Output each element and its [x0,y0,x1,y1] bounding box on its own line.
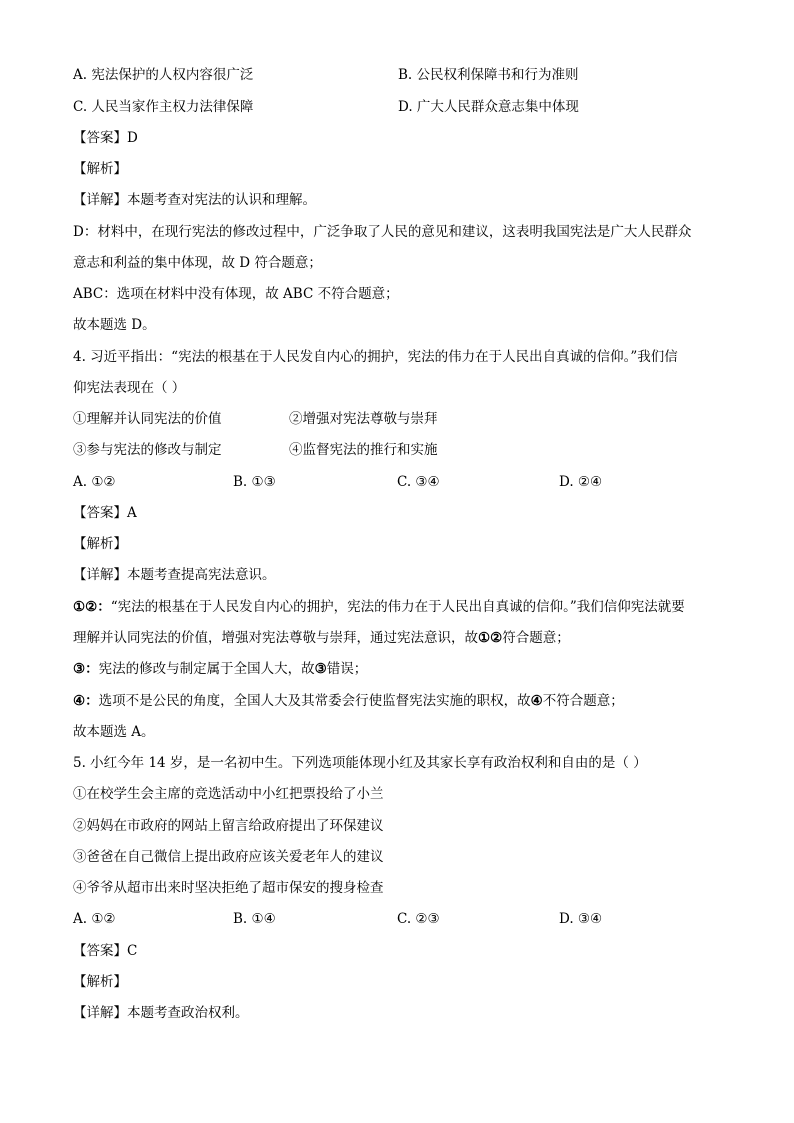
q5-item-1: ①在校学生会主席的竞选活动中小红把票投给了小兰 [73,786,384,802]
q3-option-c: C. 人民当家作主权力法律保障 [73,99,254,115]
q4-ref-4: ④ [530,693,543,709]
q4-option-a: A. ①② [73,474,116,490]
q4-conclusion: 故本题选 A。 [73,724,155,740]
q3-explanation-line-3: ABC：选项在材料中没有体现，故 ABC 不符合题意； [73,286,399,302]
q5-item-4: ④爷爷从超市出来时坚决拒绝了超市保安的搜身检查 [73,880,384,896]
q3-answer: 【答案】D [73,130,138,146]
q5-option-d: D. ③④ [559,911,603,927]
q3-explanation-line-1: D：材料中，在现行宪法的修改过程中，广泛争取了人民的意见和建议，这表明我国宪法是广大人民群众 [73,224,692,240]
q3-option-a: A. 宪法保护的人权内容很广泛 [73,67,254,83]
q4-ref-12: ①②： [73,599,111,615]
q4-item-3: ③参与宪法的修改与制定 [73,442,222,458]
q3-explanation-line-2: 意志和利益的集中体现，故 D 符合题意； [73,255,322,271]
q3-analysis-label: 【解析】 [73,161,127,177]
q4-expl-text: 符合题意； [502,630,570,646]
q5-answer: 【答案】C [73,943,138,959]
q5-option-b: B. ①④ [233,911,276,927]
q4-stem-line-1: 4. 习近平指出：“宪法的根基在于人民发自内心的拥护，宪法的伟力在于人民出自真诚的信仰。”我们信 [73,349,678,365]
q5-analysis-label: 【解析】 [73,974,127,990]
q5-option-c: C. ②③ [397,911,440,927]
q4-ref-3: ③ [314,661,327,677]
q3-option-b: B. 公民权利保障书和行为准则 [398,67,579,83]
q4-explanation-line-1 [73,598,685,616]
q5-item-2: ②妈妈在市政府的网站上留言给政府提出了环保建议 [73,818,384,834]
q4-expl-text: 宪法的修改与制定属于全国人大，故 [98,661,315,677]
q4-expl-text: 不符合题意； [542,693,624,709]
q4-ref-4: ④： [73,693,99,709]
q4-expl-text: “宪法的根基在于人民发自内心的拥护，宪法的伟力在于人民出自真诚的信仰。”我们信仰宪法就要 [110,599,685,615]
q4-option-c: C. ③④ [397,474,440,490]
q5-item-3: ③爸爸在自己微信上提出政府应该关爱老年人的建议 [73,849,384,865]
q4-item-4: ④监督宪法的推行和实施 [289,442,438,458]
q4-expl-text: 理解并认同宪法的价值，增强对宪法尊敬与崇拜，通过宪法意识，故 [73,630,478,646]
q4-item-2: ②增强对宪法尊敬与崇拜 [289,411,438,427]
q4-option-b: B. ①③ [233,474,276,490]
q4-explanation-line-2 [73,629,570,647]
q5-option-a: A. ①② [73,911,116,927]
q4-expl-text: 错误； [326,661,368,677]
q4-ref-12: ①② [478,630,503,646]
q4-answer: 【答案】A [73,505,137,521]
q5-detail: 【详解】本题考查政治权利。 [73,1005,249,1021]
q4-explanation-line-3 [73,660,367,678]
q4-explanation-line-4 [73,692,624,710]
q5-stem: 5. 小红今年 14 岁，是一名初中生。下列选项能体现小红及其家长享有政治权利和自由的是（ ） [73,755,647,771]
q3-conclusion: 故本题选 D。 [73,317,156,333]
q4-option-d: D. ②④ [559,474,603,490]
q4-stem-line-2: 仰宪法表现在（ ） [73,380,186,396]
q3-detail: 【详解】本题考查对宪法的认识和理解。 [73,192,316,208]
q4-item-1: ①理解并认同宪法的价值 [73,411,222,427]
q4-ref-3: ③： [73,661,99,677]
q4-expl-text: 选项不是公民的角度，全国人大及其常委会行使监督宪法实施的职权，故 [98,693,531,709]
q4-analysis-label: 【解析】 [73,536,127,552]
q4-detail: 【详解】本题考查提高宪法意识。 [73,567,276,583]
q3-option-d: D. 广大人民群众意志集中体现 [398,99,579,115]
